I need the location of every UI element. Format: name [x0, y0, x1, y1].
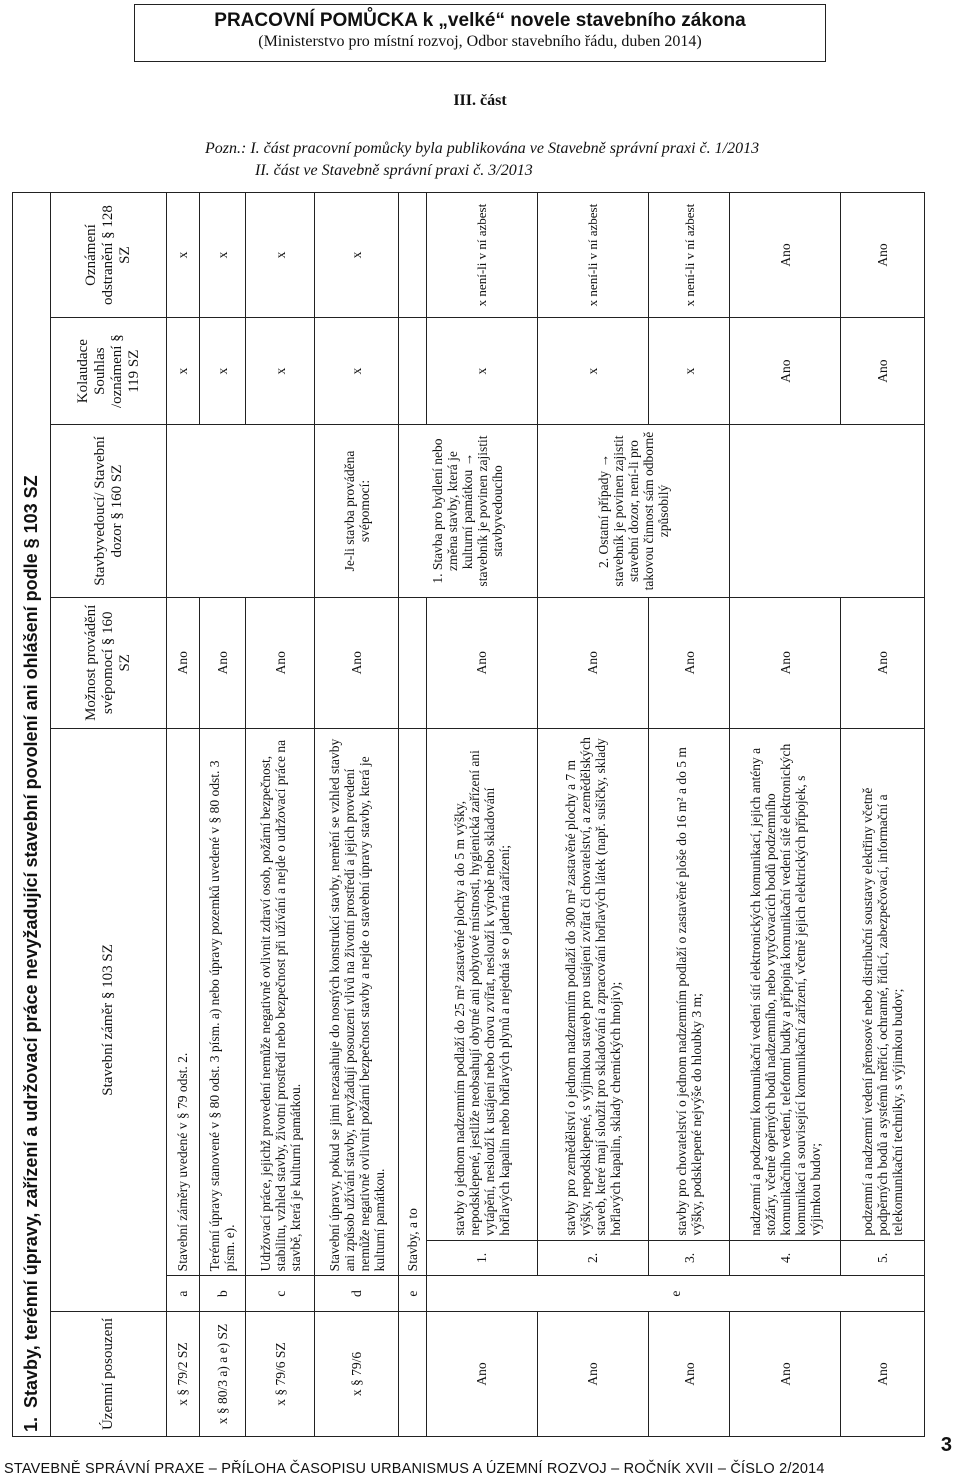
- table-row: [245, 193, 315, 1437]
- cell-odstraneni: x: [245, 193, 315, 318]
- cell-kolaudace-e-empty: [398, 318, 426, 425]
- col-header-svepomoc: Možnost provádění svépomocí § 160 SZ: [51, 597, 167, 728]
- footer: STAVEBNĚ SPRÁVNÍ PRAXE – PŘÍLOHA ČASOPISU URBANISMUS A ÚZEMNÍ ROZVOJ – ROČNÍK XVII – ČÍSLO 2/2014: [4, 1461, 825, 1477]
- rotated-table-wrapper: [12, 192, 925, 1437]
- cell-svepomoc: Ano: [426, 597, 537, 728]
- cell-odstraneni: x: [315, 193, 398, 318]
- table-row: [841, 193, 925, 1437]
- cell-text: Stavební úpravy, pokud se jimi nezasahuje do nosných konstrukcí stavby, nemění se vzhled stavby ani způsob užívání stavby, nevyžadují posouzení vlivů na životní prostředí a jejich provedení nemůže negativně ovlivnit požární bezpečnost stavby a nejde o stavební úpravy stavby, která je kulturní památkou.: [315, 728, 398, 1276]
- cell-svepomoc: Ano: [245, 597, 315, 728]
- cell-uzemni: x § 79/2 SZ: [167, 1312, 199, 1437]
- cell-odstraneni: Ano: [730, 193, 841, 318]
- cell-dozor: Je-li stavba prováděna svépomocí:: [315, 425, 398, 598]
- table-row: [649, 193, 730, 1437]
- cell-svepomoc: Ano: [537, 597, 648, 728]
- col-header-uzemni: Územní posouzení: [51, 1312, 167, 1437]
- cell-dozor-empty: [730, 425, 925, 598]
- cell-uzemni: Ano: [649, 1312, 730, 1437]
- cell-odstraneni: x není-li v ní azbest: [649, 193, 730, 318]
- table-row: [730, 193, 841, 1437]
- col-header-dozor: Stavbyvedoucí/ Stavební dozor § 160 SZ: [51, 425, 167, 598]
- col-header-odstraneni: Oznámení odstranění § 128 SZ: [51, 193, 167, 318]
- cell-kolaudace: x: [315, 318, 398, 425]
- note-line-1: Pozn.: I. část pracovní pomůcky byla publikována ve Stavebně správní praxi č. 1/2013: [205, 140, 760, 157]
- cell-svepomoc: Ano: [730, 597, 841, 728]
- cell-kolaudace: x: [245, 318, 315, 425]
- header-title: PRACOVNÍ POMŮCKA k „velké“ novele stavebního zákona: [214, 10, 746, 31]
- col-header-zamer: Stavební záměr § 103 SZ: [51, 728, 167, 1311]
- cell-num: 5.: [841, 1240, 925, 1276]
- cell-uzemni: Ano: [730, 1312, 841, 1437]
- cell-letter-e: e: [426, 1276, 924, 1312]
- header-box: [134, 4, 826, 62]
- cell-num: 2.: [537, 1240, 648, 1276]
- table-title-text: Stavby, terénní úpravy, zařízení a udržovací práce nevyžadující stavební povolení ani ohlášení podle § 103 SZ: [21, 475, 42, 1408]
- cell-uzemni: x § 79/6 SZ: [245, 1312, 315, 1437]
- cell-dozor-empty: [167, 425, 315, 598]
- cell-odstraneni: x: [167, 193, 199, 318]
- cell-num: 4.: [730, 1240, 841, 1276]
- cell-text: Stavební záměry uvedené v § 79 odst. 2.: [167, 728, 199, 1276]
- cell-text: Terénní úpravy stanovené v § 80 odst. 3 písm. a) nebo úpravy pozemků uvedené v § 80 odst. 3 písm. e).: [199, 728, 245, 1276]
- cell-kolaudace: x: [199, 318, 245, 425]
- cell-kolaudace: x: [649, 318, 730, 425]
- cell-text: stavby pro zemědělství o jednom nadzemním podlaží do 300 m² zastavěné plochy a 7 m výšky, nepodsklepené, s výjimkou staveb pro ustájení zvířat či chovatelství, a zemědělských staveb, které mají sloužit pro skladování a zpracování hořlavých látek (např. sušičky, sklady hořlavých kapalin, sklady chemických hnojiv);: [537, 728, 648, 1240]
- cell-dozor-ostatni: 2. Ostatní případy → stavebník je povinen zajistit stavební dozor, není-li pro takovou činnost sám odborně způsobilý: [537, 425, 729, 598]
- cell-text: stavby o jednom nadzemním podlaží do 25 m² zastavěné plochy a do 5 m výšky, nepodsklepené, jestliže neobsahují obytné ani pobytové místnosti, hygienická zařízení ani vytápění, neslouží k ustájení nebo chovu zvířat, neslouží k výrobě nebo skladování hořlavých kapalin nebo hořlavých plynů a nejedná se o jaderná zařízení;: [426, 728, 537, 1240]
- part-title: III. část: [453, 92, 507, 109]
- cell-uzemni: x § 79/6: [315, 1312, 398, 1437]
- main-table: [12, 192, 925, 1437]
- cell-kolaudace: x: [537, 318, 648, 425]
- table-row: [426, 193, 537, 1437]
- cell-kolaudace: Ano: [841, 318, 925, 425]
- cell-text: podzemní a nadzemní vedení přenosové nebo distribuční soustavy elektřiny včetně podpěrných bodů a systémů měřicí, ochranné, řídicí, zabezpečovací, informační a telekomunikační techniky, s výjimkou budov;: [841, 728, 925, 1240]
- cell-letter: d: [315, 1276, 398, 1312]
- cell-odstraneni: Ano: [841, 193, 925, 318]
- table-row: [315, 193, 398, 1437]
- cell-svepomoc: Ano: [199, 597, 245, 728]
- cell-odstraneni: x: [199, 193, 245, 318]
- cell-text: nadzemní a podzemní komunikační vedení sítí elektronických komunikací, jejich antény a stožáry, včetně opěrných bodů nadzemního, nebo vytyčovacích bodů podzemního komunikačního vedení, telefonní budky a přípojná komunikační vedení sítě elektronických komunikací a související komunikační zařízení, včetně jejich elektrických přípojek, s výjimkou budov;: [730, 728, 841, 1240]
- note-line-2: II. část ve Stavebně správní praxi č. 3/2013: [255, 162, 533, 179]
- table-row: [537, 193, 648, 1437]
- cell-letter: b: [199, 1276, 245, 1312]
- cell-uzemni-e-empty: [398, 1312, 426, 1437]
- note: [205, 138, 759, 182]
- page-number: 3: [940, 1434, 952, 1456]
- cell-svepomoc: Ano: [167, 597, 199, 728]
- cell-letter: e: [398, 1276, 426, 1312]
- cell-letter: a: [167, 1276, 199, 1312]
- cell-odstraneni: x není-li v ní azbest: [537, 193, 648, 318]
- cell-uzemni: x § 80/3 a) a e) SZ: [199, 1312, 245, 1437]
- cell-dozor-bydleni: 1. Stavba pro bydlení nebo změna stavby, která je kulturní památkou → stavebník je povinen zajistit stavbyvedoucího: [398, 425, 537, 598]
- table-number: 1.: [21, 1416, 42, 1432]
- cell-uzemni: Ano: [537, 1312, 648, 1437]
- cell-uzemni: Ano: [426, 1312, 537, 1437]
- table-row-e: [398, 193, 426, 1437]
- cell-letter: c: [245, 1276, 315, 1312]
- header-subtitle: (Ministerstvo pro místní rozvoj, Odbor stavebního řádu, duben 2014): [258, 33, 702, 50]
- cell-kolaudace: x: [167, 318, 199, 425]
- cell-num: 1.: [426, 1240, 537, 1276]
- cell-kolaudace: x: [426, 318, 537, 425]
- cell-svepomoc: Ano: [649, 597, 730, 728]
- cell-uzemni: Ano: [841, 1312, 925, 1437]
- cell-odstraneni: x není-li v ní azbest: [426, 193, 537, 318]
- cell-num: 3.: [649, 1240, 730, 1276]
- col-header-kolaudace: Kolaudace Souhlas /oznámení § 119 SZ: [51, 318, 167, 425]
- cell-odstraneni-e-empty: [398, 193, 426, 318]
- cell-svepomoc: Ano: [841, 597, 925, 728]
- table-row: [199, 193, 245, 1437]
- cell-svepomoc: Ano: [315, 597, 398, 728]
- table-title: [13, 193, 51, 1437]
- table-row: [167, 193, 199, 1437]
- cell-text: Stavby, a to: [398, 728, 426, 1276]
- cell-kolaudace: Ano: [730, 318, 841, 425]
- cell-text: Udržovací práce, jejichž provedení nemůže negativně ovlivnit zdraví osob, požární bezpečnost, stabilitu, vzhled stavby, životní prostředí nebo bezpečnost při užívání a nejde o udržovací práce na stavbě, která je kulturní památkou.: [245, 728, 315, 1276]
- cell-text: stavby pro chovatelství o jednom nadzemním podlaží o zastavěné ploše do 16 m² a do 5 m výšky, podsklepené nejvýše do hloubky 3 m;: [649, 728, 730, 1240]
- cell-svepomoc-e-empty: [398, 597, 426, 728]
